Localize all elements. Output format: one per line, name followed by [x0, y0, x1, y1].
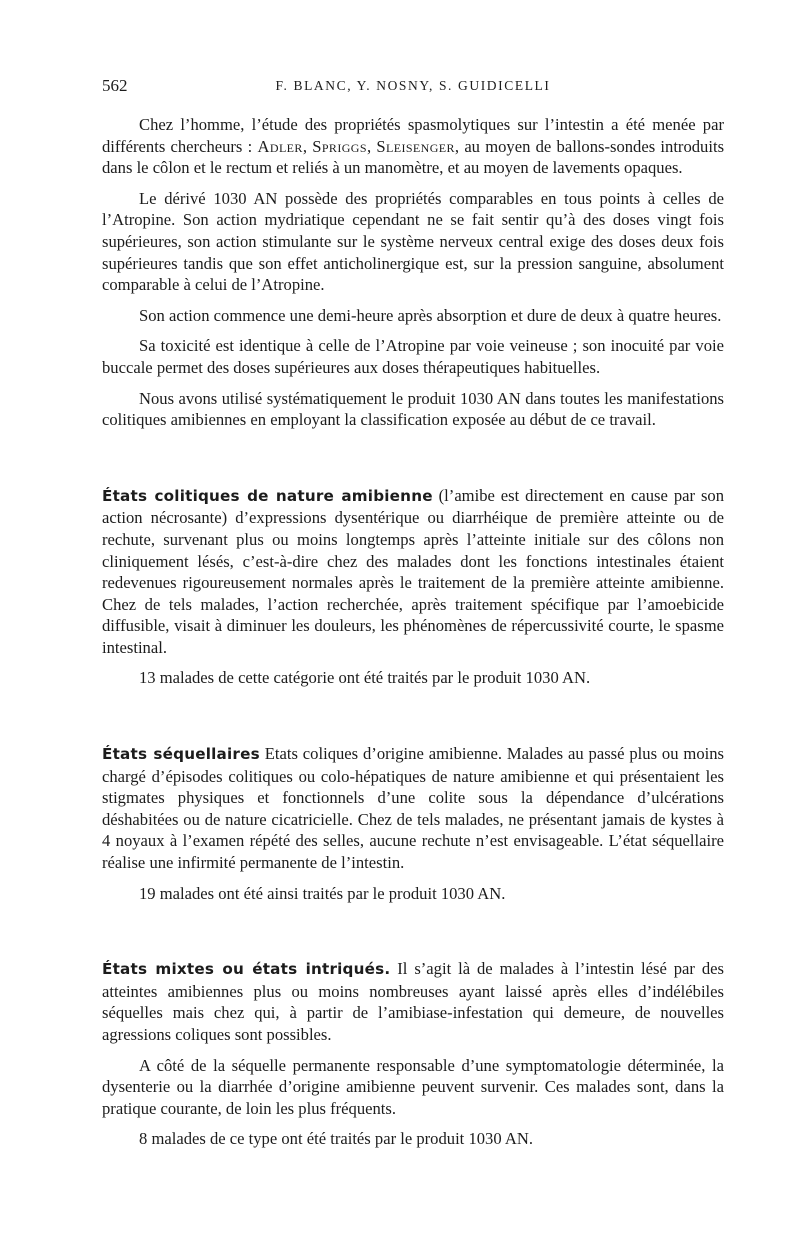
section-sequelae-states: États séquellaires Etats coliques d’origine amibienne. Malades au passé plus ou moins chargé d’épisodes colitiques ou colo-hépatiques de nature amibienne et qui présentaient les stigmates physiques et fonctionnels d’une colite sous la dépendance d’ulcérations déshabitées ou de nature cicatricielle. Chez de tels malades, ne présentant jamais de kystes à 4 noyaux à l’examen répété des selles, aucune rechute n’est envisageable. L’état séquellaire réalise une infirmité permanente de l’intestin.	[102, 744, 724, 873]
author-name: Spriggs	[312, 136, 367, 156]
section-result: 19 malades ont été ainsi traités par le produit 1030 AN.	[139, 883, 506, 903]
paragraph-action-duration: Son action commence une demi-heure après absorption et dure de deux à quatre heures.	[139, 305, 722, 325]
section-colitic-states: États colitiques de nature amibienne (l’amibe est directement en cause par son action nécrosante) d’expressions dysentérique ou diarrhéique de première atteinte ou de rechute, survenant plus ou moins longtemps après l’atteinte initiale sur des côlons non cliniquement lésés, c’est-à-dire chez des malades dont les fonctions intestinales étaient redevenues rigoureusement normales après le traitement de la première atteinte amibienne. Chez de tels malades, l’action recherchée, après traitement spécifique par l’amoebicide diffusible, visait à diminuer les douleurs, les phénomènes de répercussivité courte, le spasme intestinal.	[102, 485, 724, 657]
paragraph-spasmolytic-studies: Chez l’homme, l’étude des propriétés spasmolytiques sur l’intestin a été menée par différents chercheurs : Adler, Spriggs, Sleisenger, au moyen de ballons-sondes introduits dans le côlon et le rectum et reliés à un manomètre, et au moyen de lavements opaques.	[102, 115, 725, 178]
author-name: Adler	[257, 136, 303, 156]
paragraph-method: Nous avons utilisé systématiquement le produit 1030 AN dans toutes les manifestations colitiques amibiennes en employant la classification exposée au début de ce travail.	[102, 388, 724, 430]
section-mixed-states: États mixtes ou états intriqués. Il s’agit là de malades à l’intestin lésé par des atteintes amibiennes plus ou moins nombreuses ayant laissé après elles d’indélébiles séquelles mais chez qui, à partir de l’amibiase-infestation qui demeure, de nouvelles agressions coliques sont possibles.	[102, 959, 724, 1044]
paragraph-mixed-detail: A côté de la séquelle permanente responsable d’une symptomatologie déterminée, la dysenterie ou la diarrhée d’origine amibienne peuvent survenir. Ces malades sont, dans la pratique courante, de loin les plus fréquents.	[102, 1055, 724, 1118]
section-heading: États colitiques de nature amibienne	[102, 486, 433, 505]
running-title: F. BLANC, Y. NOSNY, S. GUIDICELLI	[275, 78, 551, 93]
section-result: 8 malades de ce type ont été traités par le produit 1030 AN.	[139, 1129, 533, 1149]
paragraph-atropine-comparison: Le dérivé 1030 AN possède des propriétés comparables en tous points à celles de l’Atropine. Son action mydriatique cependant ne se fait sentir qu’à des doses vingt fois supérieures, son action stimulante sur le système nerveux central exige des doses deux fois supérieures tandis que son effet anticholinergique est, sur la pression sanguine, absolument comparable à celui de l’Atropine.	[102, 188, 724, 295]
page-number: 562	[102, 76, 128, 95]
section-result: 13 malades de cette catégorie ont été traités par le produit 1030 AN.	[139, 668, 591, 688]
section-heading: États séquellaires	[102, 745, 260, 764]
author-name: Sleisenger	[376, 136, 455, 156]
section-heading: États mixtes ou états intriqués.	[102, 960, 391, 979]
body-text	[102, 114, 724, 1150]
running-head	[102, 76, 724, 100]
paragraph-toxicity: Sa toxicité est identique à celle de l’Atropine par voie veineuse ; son inocuité par voie buccale permet des doses supérieures aux doses thérapeutiques habituelles.	[102, 336, 724, 377]
